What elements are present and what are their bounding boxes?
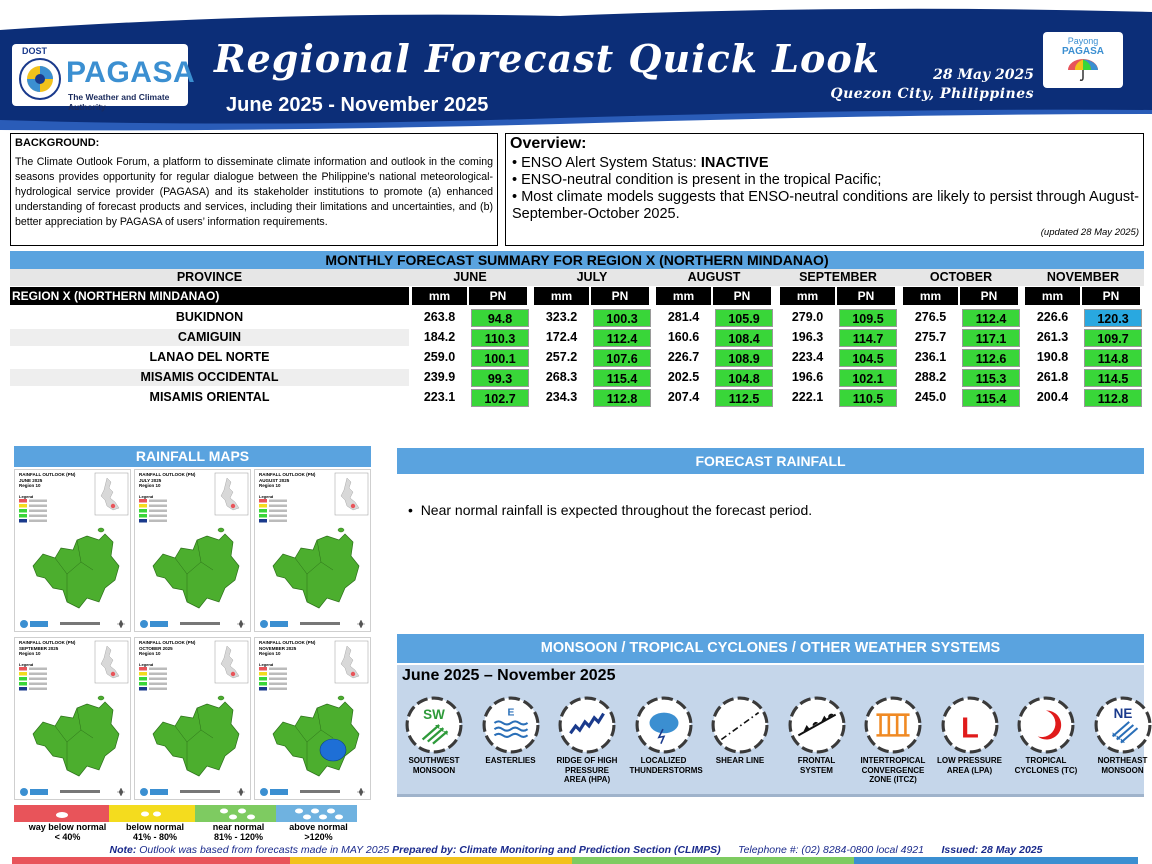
map-region: Region 10 <box>139 651 161 656</box>
pagasa-logo <box>12 44 196 112</box>
map-region: Region 10 <box>139 483 161 488</box>
map-legend-label: Legend <box>139 662 154 667</box>
payong-label: Payong <box>1067 36 1099 46</box>
category-above-label <box>278 822 359 842</box>
map-month: JULY 2025 <box>139 477 162 483</box>
footer-bar-yellow <box>290 857 572 864</box>
map-region: Region 10 <box>259 651 281 656</box>
pagasa-seal-icon <box>18 57 62 101</box>
table-row <box>10 348 1144 367</box>
mm-cell: 234.3 <box>545 390 578 404</box>
map-month: SEPTEMBER 2025 <box>19 645 59 651</box>
map-legend-label: Legend <box>19 662 34 667</box>
shear-line-icon <box>711 696 769 754</box>
map-title: RAINFALL OUTLOOK (PN) <box>259 472 316 477</box>
map-legend-label: Legend <box>259 662 274 667</box>
footer-bar-green <box>572 857 854 864</box>
weather-system-name: SOUTHWEST MONSOON <box>408 756 460 775</box>
weather-system-item <box>629 696 703 775</box>
enso-label: ENSO Alert System Status: <box>521 155 701 171</box>
pn-cell: 112.8 <box>593 389 651 407</box>
pn-cell: 110.5 <box>839 389 897 407</box>
weather-system-item <box>936 696 1004 775</box>
pn-cell: 104.8 <box>715 369 773 387</box>
mm-cell: 239.9 <box>423 370 456 384</box>
mm-cell: 200.4 <box>1036 390 1069 404</box>
forecast-period: June 2025 - November 2025 <box>226 94 489 116</box>
mm-cell: 261.8 <box>1036 370 1069 384</box>
page-title: Regional Forecast Quick Look <box>214 36 881 81</box>
footer-bar-red <box>12 857 290 864</box>
rainfall-map <box>254 637 371 800</box>
weather-system-item <box>400 696 468 775</box>
overview-panel <box>505 133 1144 246</box>
pn-cell: 115.3 <box>962 369 1020 387</box>
pn-cell: 99.3 <box>471 369 529 387</box>
high-pressure-icon <box>558 696 616 754</box>
easterlies-icon <box>482 696 540 754</box>
footer-prepared-by: Prepared by: Climate Monitoring and Prediction Section (CLIMPS) <box>389 844 721 856</box>
dost-label: DOST <box>22 46 48 56</box>
pn-cell: 117.1 <box>962 329 1020 347</box>
rainfall-map <box>134 469 251 632</box>
pn-cell: 107.6 <box>593 349 651 367</box>
southwest-monsoon-icon <box>405 696 463 754</box>
weather-system-name: INTERTROPICAL CONVERGENCE ZONE (ITCZ) <box>860 756 926 784</box>
map-region: Region 10 <box>259 483 281 488</box>
header-date: 28 May 2025 <box>933 67 1034 83</box>
map-month: OCTOBER 2025 <box>139 645 173 651</box>
weather-system-item <box>783 696 851 775</box>
pn-cell: 115.4 <box>593 369 651 387</box>
pn-cell: 112.4 <box>962 309 1020 327</box>
mm-cell: 196.6 <box>791 370 824 384</box>
mm-cell: 257.2 <box>545 350 578 364</box>
pn-cell: 115.4 <box>962 389 1020 407</box>
map-month: NOVEMBER 2025 <box>259 645 297 651</box>
map-title: RAINFALL OUTLOOK (PN) <box>19 640 76 645</box>
weather-system-name: EASTERLIES <box>485 756 536 765</box>
month-header-october: OCTOBER <box>929 270 993 284</box>
tropical-cyclone-icon <box>1017 696 1075 754</box>
mm-cell: 275.7 <box>914 330 947 344</box>
pn-subheader: PN <box>837 287 895 305</box>
province-column-header: PROVINCE <box>176 270 243 284</box>
svg-text:E: E <box>507 707 514 719</box>
month-header-june: JUNE <box>453 270 487 284</box>
mm-cell: 207.4 <box>667 390 700 404</box>
map-legend-label: Legend <box>139 494 154 499</box>
payong-pagasa-logo <box>1043 32 1123 88</box>
category-way-below-label <box>20 822 115 842</box>
table-row <box>10 308 1144 327</box>
mm-cell: 261.3 <box>1036 330 1069 344</box>
pn-cell: 108.9 <box>715 349 773 367</box>
mm-cell: 259.0 <box>423 350 456 364</box>
mm-cell: 223.4 <box>791 350 824 364</box>
pn-cell: 94.8 <box>471 309 529 327</box>
rainfall-map <box>134 637 251 800</box>
month-header-november: NOVEMBER <box>1046 270 1120 284</box>
mm-cell: 202.5 <box>667 370 700 384</box>
map-title <box>139 472 195 489</box>
pn-cell: 110.3 <box>471 329 529 347</box>
map-month: JUNE 2025 <box>19 477 43 483</box>
rainfall-map <box>14 637 131 800</box>
pagasa-tagline: The Weather and Climate Authority <box>68 92 170 112</box>
background-heading: BACKGROUND: <box>15 137 100 149</box>
region-label: REGION X (NORTHERN MINDANAO) <box>10 287 409 305</box>
weather-system-name: RIDGE OF HIGH PRESSURE AREA (HPA) <box>556 756 618 784</box>
thunderstorm-icon <box>635 696 693 754</box>
mm-cell: 184.2 <box>423 330 456 344</box>
rainfall-map <box>14 469 131 632</box>
category-range: < 40% <box>54 832 81 842</box>
header-location: Quezon City, Philippines <box>830 86 1034 102</box>
overview-text-models: Most climate models suggests that ENSO-neutral conditions are likely to persist through August-September-October 2025. <box>512 189 1139 222</box>
pn-cell: 102.7 <box>471 389 529 407</box>
category-name: near normal <box>212 822 265 832</box>
province-cell: MISAMIS ORIENTAL <box>149 390 270 404</box>
forecast-rainfall-statement: Near normal rainfall is expected throughout the forecast period. <box>420 502 813 518</box>
weather-system-name: LOW PRESSURE AREA (LPA) <box>937 756 1002 775</box>
footer-note-label: Note: <box>109 844 137 856</box>
weather-system-item <box>1012 696 1080 775</box>
pn-cell: 100.3 <box>593 309 651 327</box>
table-title: MONTHLY FORECAST SUMMARY FOR REGION X (NORTHERN MINDANAO) <box>10 251 1144 269</box>
weather-system-name: FRONTAL SYSTEM <box>797 756 836 775</box>
footer-bar-blue <box>854 857 1138 864</box>
pn-cell: 105.9 <box>715 309 773 327</box>
weather-systems-panel <box>397 665 1148 797</box>
low-pressure-icon <box>941 696 999 754</box>
map-legend-label: Legend <box>259 494 274 499</box>
mm-cell: 196.3 <box>791 330 824 344</box>
province-cell: CAMIGUIN <box>10 329 409 346</box>
mm-cell: 226.7 <box>667 350 700 364</box>
pn-cell: 112.4 <box>593 329 651 347</box>
map-title <box>259 472 315 489</box>
weather-systems-period: June 2025 – November 2025 <box>402 667 616 684</box>
pagasa-wordmark: PAGASA <box>66 56 196 89</box>
pn-subheader: PN <box>1082 287 1140 305</box>
table-subheader-row <box>10 287 1144 305</box>
map-title <box>139 640 195 657</box>
province-cell: LANAO DEL NORTE <box>149 350 270 364</box>
payong-pagasa-label: PAGASA <box>1061 46 1105 57</box>
mm-cell: 288.2 <box>914 370 947 384</box>
pn-cell: 114.8 <box>1084 349 1142 367</box>
weather-system-name: SHEAR LINE <box>715 756 765 765</box>
overview-item-enso: • ENSO Alert System Status: INACTIVE <box>512 155 769 171</box>
mm-subheader: mm <box>903 287 958 305</box>
mm-cell: 276.5 <box>914 310 947 324</box>
map-region: Region 10 <box>19 483 41 488</box>
map-region: Region 10 <box>19 651 41 656</box>
weather-system-name: TROPICAL CYCLONES (TC) <box>1014 756 1078 775</box>
itcz-icon <box>864 696 922 754</box>
footer-issued: Issued: 28 May 2025 <box>941 844 1043 856</box>
category-range: >120% <box>304 832 333 842</box>
map-title <box>19 472 75 489</box>
mm-cell: 263.8 <box>423 310 456 324</box>
pn-cell: 114.7 <box>839 329 897 347</box>
footer-note-text: Outlook was based from forecasts made in MAY 2025 <box>136 844 390 856</box>
pn-cell: 109.5 <box>839 309 897 327</box>
map-title: RAINFALL OUTLOOK (PN) <box>139 640 196 645</box>
background-text: The Climate Outlook Forum, a platform to disseminate climate information and outlook in the coming seasons provides opportunity for regular dialogue between the Philippine’s national meteorological-hydrological service provider (PAGASA) and its stakeholder institutions to promote (a) enhanced understanding of forecast products and services, including their limitations and uncertainties, and (b) better appreciation by PAGASA of users’ information requirements. <box>15 156 493 228</box>
mm-subheader: mm <box>1025 287 1080 305</box>
mm-cell: 190.8 <box>1036 350 1069 364</box>
pn-cell: 112.8 <box>1084 389 1142 407</box>
mm-subheader: mm <box>656 287 711 305</box>
map-title: RAINFALL OUTLOOK (PN) <box>259 640 316 645</box>
footer-telephone: Telephone #: (02) 8284-0800 local 4921 <box>738 844 924 856</box>
month-header-september: SEPTEMBER <box>799 270 877 284</box>
pn-cell: 112.5 <box>715 389 773 407</box>
weather-systems-title: MONSOON / TROPICAL CYCLONES / OTHER WEATHER SYSTEMS <box>397 634 1144 663</box>
category-below-label <box>112 822 198 842</box>
mm-cell: 268.3 <box>545 370 578 384</box>
pn-cell: 102.1 <box>839 369 897 387</box>
mm-cell: 279.0 <box>791 310 824 324</box>
svg-text:SW: SW <box>423 706 445 722</box>
overview-heading: Overview: <box>510 135 587 152</box>
enso-status: INACTIVE <box>700 155 769 171</box>
rainfall-category-strip <box>14 805 357 822</box>
month-header-july: JULY <box>576 270 608 284</box>
map-title: RAINFALL OUTLOOK (PN) <box>19 472 76 477</box>
month-header-august: AUGUST <box>687 270 741 284</box>
table-row <box>10 368 1144 387</box>
category-range: 41% - 80% <box>132 832 178 842</box>
page-footer <box>0 844 1152 856</box>
pn-subheader: PN <box>713 287 771 305</box>
forecast-rainfall-title: FORECAST RAINFALL <box>397 448 1144 474</box>
mm-cell: 172.4 <box>545 330 578 344</box>
pn-cell: 109.7 <box>1084 329 1142 347</box>
frontal-system-icon <box>788 696 846 754</box>
rainfall-maps-title: RAINFALL MAPS <box>14 446 371 467</box>
mm-subheader: mm <box>534 287 589 305</box>
mm-cell: 160.6 <box>667 330 700 344</box>
pn-cell: 112.6 <box>962 349 1020 367</box>
mm-cell: 223.1 <box>423 390 456 404</box>
mm-subheader: mm <box>412 287 467 305</box>
weather-system-item <box>859 696 927 785</box>
mm-subheader: mm <box>780 287 835 305</box>
overview-item-condition: • ENSO-neutral condition is present in the tropical Pacific; <box>512 172 882 188</box>
background-panel <box>10 133 498 246</box>
overview-text-condition: ENSO-neutral condition is present in the tropical Pacific; <box>521 172 882 188</box>
mm-cell: 226.6 <box>1036 310 1069 324</box>
pn-cell: 114.5 <box>1084 369 1142 387</box>
northeast-monsoon-icon <box>1094 696 1152 754</box>
svg-text:NE: NE <box>1113 705 1132 721</box>
map-title <box>19 640 75 657</box>
province-cell: MISAMIS OCCIDENTAL <box>10 369 409 386</box>
rainfall-map <box>254 469 371 632</box>
weather-system-item <box>1089 696 1152 775</box>
page-header <box>0 0 1152 132</box>
pn-subheader: PN <box>469 287 527 305</box>
mm-cell: 323.2 <box>545 310 578 324</box>
rainfall-maps-grid <box>14 469 371 801</box>
map-title: RAINFALL OUTLOOK (PN) <box>139 472 196 477</box>
weather-system-item <box>706 696 774 766</box>
weather-system-item <box>477 696 545 766</box>
mm-cell: 281.4 <box>667 310 700 324</box>
overview-item-models: • Most climate models suggests that ENSO-neutral conditions are likely to persist through August-September-October 2025. <box>512 189 1139 222</box>
pn-cell: 100.1 <box>471 349 529 367</box>
pn-cell: 104.5 <box>839 349 897 367</box>
map-month: AUGUST 2025 <box>259 477 290 483</box>
pn-subheader: PN <box>591 287 649 305</box>
category-cloud-icons <box>14 805 357 822</box>
mm-cell: 245.0 <box>914 390 947 404</box>
category-name: above normal <box>289 822 348 832</box>
table-row <box>10 388 1144 407</box>
svg-text:L: L <box>960 712 979 745</box>
table-month-header <box>10 269 1144 286</box>
forecast-rainfall-text: • Near normal rainfall is expected throughout the forecast period. <box>408 502 813 518</box>
category-range: 81% - 120% <box>213 832 264 842</box>
weather-system-item <box>553 696 621 785</box>
pn-subheader: PN <box>960 287 1018 305</box>
weather-system-name: LOCALIZED THUNDERSTORMS <box>629 756 703 775</box>
overview-updated-note: (updated 28 May 2025) <box>1040 227 1139 238</box>
table-row <box>10 328 1144 347</box>
category-near-label <box>198 822 279 842</box>
weather-system-name: NORTHEAST MONSOON <box>1097 756 1148 775</box>
mm-cell: 222.1 <box>791 390 824 404</box>
category-name: below normal <box>125 822 184 832</box>
province-cell: BUKIDNON <box>175 310 244 324</box>
umbrella-icon <box>1066 58 1100 82</box>
mm-cell: 236.1 <box>914 350 947 364</box>
pn-cell: 108.4 <box>715 329 773 347</box>
map-title <box>259 640 315 657</box>
map-legend-label: Legend <box>19 494 34 499</box>
category-name: way below normal <box>28 822 107 832</box>
pn-cell: 120.3 <box>1084 309 1142 327</box>
